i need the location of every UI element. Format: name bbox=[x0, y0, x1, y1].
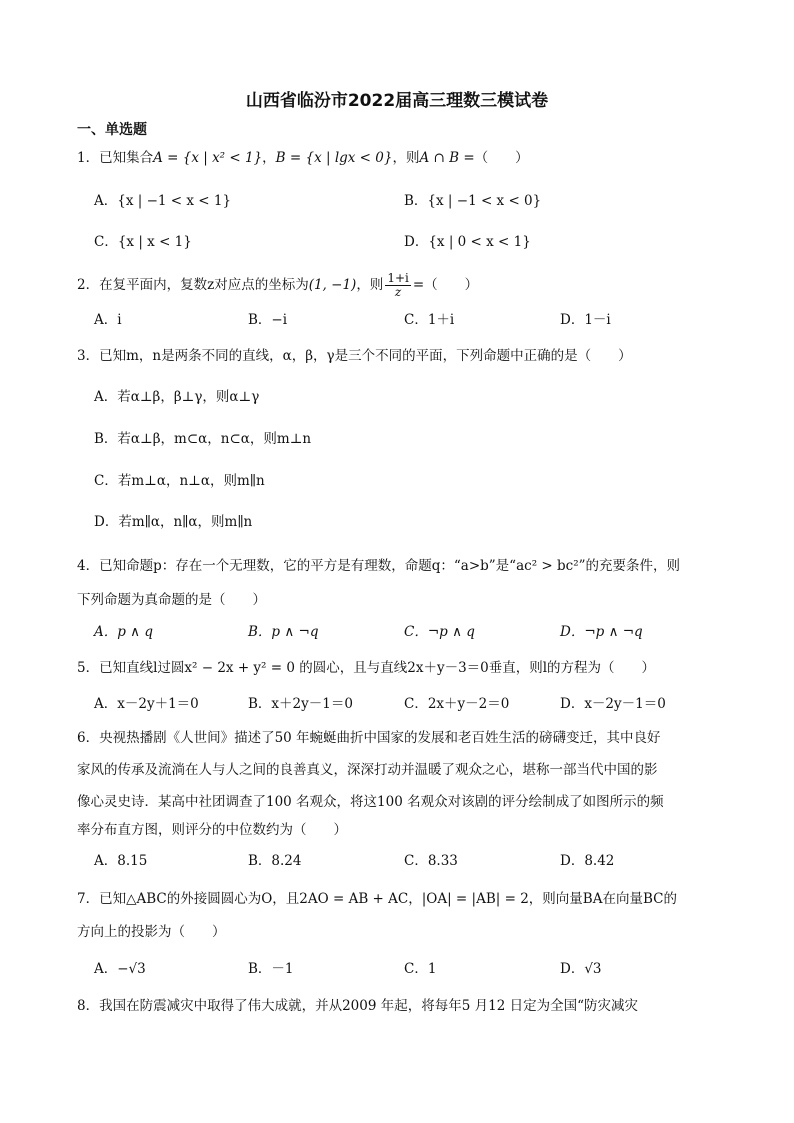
q3-option-d: D．若m∥α，n∥α，则m∥n bbox=[94, 514, 253, 530]
q6-option-d: D．8.42 bbox=[560, 853, 615, 869]
question-7-line-2: 方向上的投影为（ ） bbox=[77, 924, 226, 940]
q5-option-d: D．x－2y－1＝0 bbox=[560, 696, 666, 712]
q7-option-c: C．1 bbox=[404, 961, 437, 977]
q6-option-c: C．8.33 bbox=[404, 853, 458, 869]
q5-option-c: C．2x＋y－2＝0 bbox=[404, 696, 510, 712]
q1-option-a: A．{x | −1 < x < 1} bbox=[94, 193, 232, 209]
q7-option-b: B．－1 bbox=[248, 961, 294, 977]
q2-stem-a: 2．在复平面内，复数z对应点的坐标为 bbox=[77, 277, 309, 293]
q1-stem-c: ，则 bbox=[392, 150, 420, 166]
question-3-stem: 3．已知m，n是两条不同的直线，α，β，γ是三个不同的平面，下列命题中正确的是（ ） bbox=[77, 348, 632, 364]
q2-option-d: D．1－i bbox=[560, 312, 611, 328]
q4-option-b: B．p ∧ ¬q bbox=[248, 624, 319, 640]
q1-option-c: C．{x | x < 1} bbox=[94, 234, 192, 250]
question-1-stem bbox=[77, 148, 529, 168]
q3-option-a: A．若α⊥β，β⊥γ，则α⊥γ bbox=[94, 389, 260, 405]
q3-option-c: C．若m⊥α，n⊥α，则m∥n bbox=[94, 473, 265, 489]
q1-expression: A ∩ B = bbox=[419, 150, 475, 166]
q1-set-b: B = {x | lgx < 0} bbox=[275, 150, 393, 166]
q7-option-d: D．√3 bbox=[560, 961, 602, 977]
q2-stem-b: ，则 bbox=[356, 277, 384, 293]
q3-option-b: B．若α⊥β，m⊂α，n⊂α，则m⊥n bbox=[94, 431, 312, 447]
q2-option-b: B．−i bbox=[248, 312, 288, 328]
question-6-line-4: 率分布直方图，则评分的中位数约为（ ） bbox=[77, 822, 347, 838]
q1-option-d: D．{x | 0 < x < 1} bbox=[404, 234, 531, 250]
q4-option-a: A．p ∧ q bbox=[94, 624, 153, 640]
q6-option-b: B．8.24 bbox=[248, 853, 302, 869]
q2-fraction bbox=[385, 272, 411, 299]
question-6-line-2: 家风的传承及流淌在人与人之间的良善真义，深深打动并温暖了观众之心，堪称一部当代中国的影 bbox=[77, 762, 658, 778]
question-2-stem bbox=[77, 272, 478, 299]
q1-stem-b: ， bbox=[262, 150, 276, 166]
question-4-stem-line-2: 下列命题为真命题的是（ ） bbox=[77, 592, 266, 608]
q2-stem-c: =（ ） bbox=[412, 277, 479, 293]
q6-option-a: A．8.15 bbox=[94, 853, 148, 869]
question-8-line-1: 8．我国在防震减灾中取得了伟大成就，并从2009 年起，将每年5 月12 日定为全国“防灾减灾 bbox=[77, 998, 638, 1014]
question-6-line-3: 像心灵史诗．某高中社团调查了100 名观众，将这100 名观众对该剧的评分绘制成了如图所示的频 bbox=[77, 794, 664, 810]
q5-option-b: B．x＋2y－1＝0 bbox=[248, 696, 353, 712]
section-heading: 一、单选题 bbox=[77, 122, 147, 138]
question-4-stem-line-1: 4．已知命题p：存在一个无理数，它的平方是有理数，命题q：“a>b”是“ac² > bc²”的充要条件，则 bbox=[77, 558, 681, 574]
q2-option-c: C．1＋i bbox=[404, 312, 455, 328]
q7-option-a: A．−√3 bbox=[94, 961, 146, 977]
q4-option-c: C．¬p ∧ q bbox=[404, 624, 475, 640]
question-7-line-1: 7．已知△ABC的外接圆圆心为O，且2AO = AB + AC，|OA| = |AB| = 2，则向量BA在向量BC的 bbox=[77, 891, 677, 907]
question-5-stem: 5．已知直线l过圆x² − 2x + y² = 0 的圆心，且与直线2x＋y－3＝0垂直，则l的方程为（ ） bbox=[77, 660, 656, 676]
q2-option-a: A．i bbox=[94, 312, 122, 328]
q1-set-a: A = {x | x² < 1} bbox=[153, 150, 263, 166]
q5-option-a: A．x－2y＋1＝0 bbox=[94, 696, 199, 712]
q4-option-d: D．¬p ∧ ¬q bbox=[560, 624, 643, 640]
exam-title: 山西省临汾市2022届高三理数三模试卷 bbox=[245, 91, 549, 111]
question-6-line-1: 6．央视热播剧《人世间》描述了50 年蜿蜒曲折中国家的发展和老百姓生活的磅礴变迁，其中良好 bbox=[77, 730, 661, 746]
q2-fraction-denominator: z bbox=[394, 285, 402, 299]
q1-option-b: B．{x | −1 < x < 0} bbox=[404, 193, 542, 209]
q2-fraction-numerator: 1+i bbox=[387, 271, 409, 285]
q1-paren: （ ） bbox=[474, 150, 529, 166]
q2-point: (1, −1) bbox=[308, 277, 357, 293]
q1-stem-a: 1．已知集合 bbox=[77, 150, 154, 166]
